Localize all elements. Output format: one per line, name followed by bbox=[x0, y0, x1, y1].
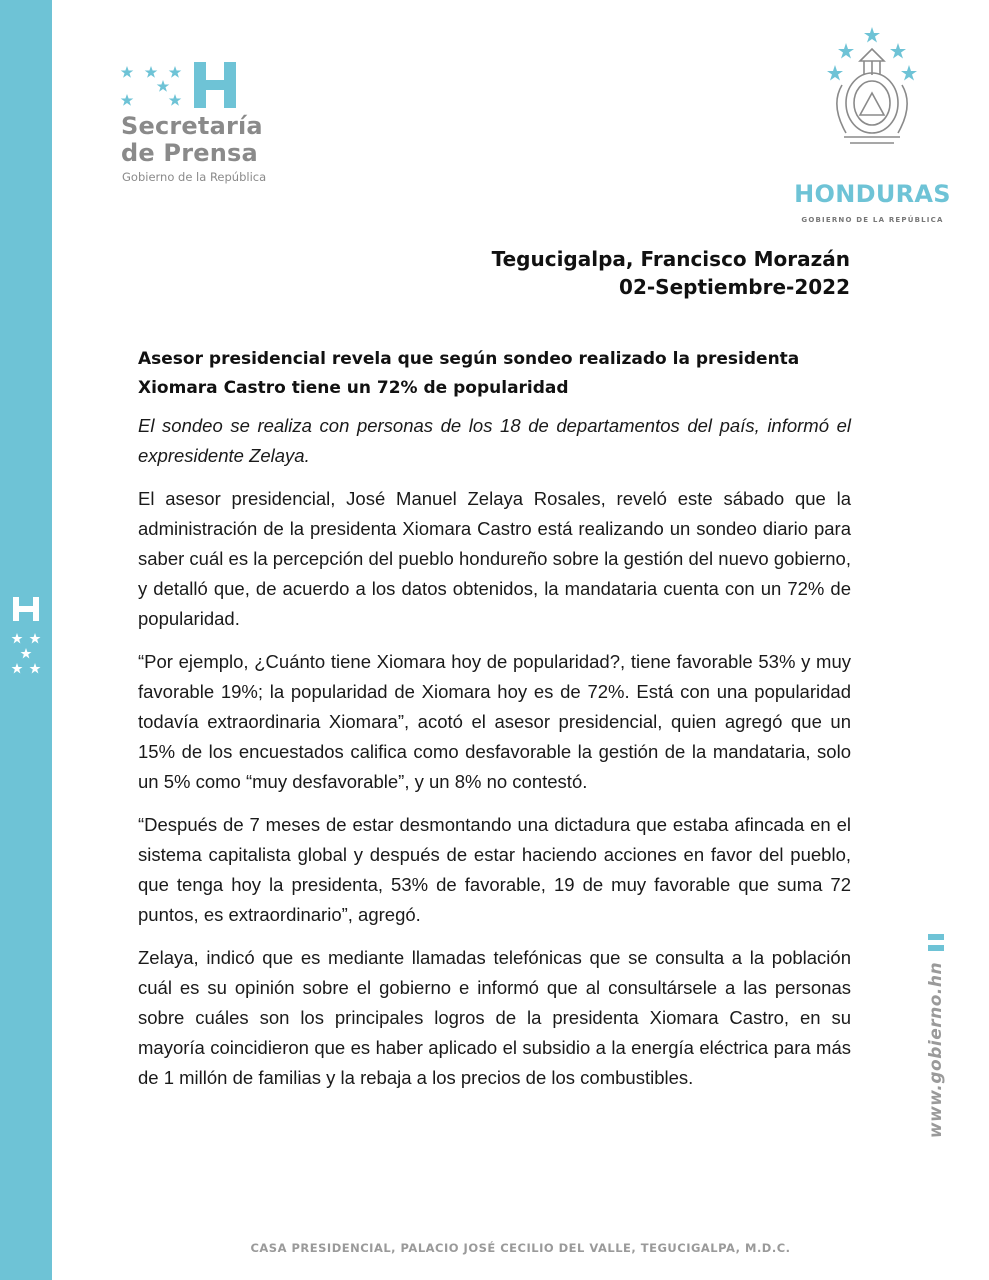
logo-title-line2: de Prensa bbox=[121, 139, 258, 167]
stars-icon bbox=[118, 64, 188, 114]
honduras-title: HONDURAS bbox=[794, 180, 951, 208]
article-paragraph: Zelaya, indicó que es mediante llamadas telefónicas que se consulta a la población cuál es su opinión sobre el gobierno e informó que al consultársele a las personas sobre cuáles son los principales logros de la presidenta Xiomara Castro, en su mayoría coincidieron que es haber aplicado el subsidio a la energía eléctrica para más de 1 millón de familias y la rebaja a los precios de los combustibles. bbox=[138, 947, 851, 1088]
article-lead: El sondeo se realiza con personas de los 18 de departamentos del país, informó el expresidente Zelaya. bbox=[138, 415, 851, 466]
article-paragraph: El asesor presidencial, José Manuel Zelaya Rosales, reveló este sábado que la administración de la presidenta Xiomara Castro está realizando un sondeo diario para saber cuál es la percepción del pueblo hondureño sobre la gestión del nuevo gobierno, y detalló que, de acuerdo a los datos obtenidos, la mandataria cuenta con un 72% de popularidad. bbox=[138, 488, 851, 629]
logo-title-line1: Secretaría bbox=[121, 112, 263, 140]
honduras-government-logo bbox=[780, 25, 965, 224]
dateline bbox=[492, 245, 850, 301]
coat-of-arms-icon bbox=[780, 25, 965, 155]
logo-subtitle: Gobierno de la República bbox=[122, 170, 267, 184]
location: Tegucigalpa, Francisco Morazán bbox=[491, 247, 850, 271]
sidebar-h-star-icon bbox=[8, 595, 44, 685]
secretaria-prensa-logo bbox=[118, 60, 318, 190]
website-vertical bbox=[916, 930, 956, 1139]
honduras-subtitle: GOBIERNO DE LA REPÚBLICA bbox=[801, 216, 944, 224]
article-paragraph: “Después de 7 meses de estar desmontando una dictadura que estaba afincada en el sistema capitalista global y después de estar haciendo acciones en favor del pueblo, que tenga hoy la presidenta, 53% de favorable, 19 de muy favorable que suma 72 puntos, es extraordinario”, agregó. bbox=[138, 814, 851, 925]
footer-address: CASA PRESIDENCIAL, PALACIO JOSÉ CECILIO DEL VALLE, TEGUCIGALPA, M.D.C. bbox=[250, 1241, 791, 1255]
article-paragraph: “Por ejemplo, ¿Cuánto tiene Xiomara hoy de popularidad?, tiene favorable 53% y muy favorable 19%; la popularidad de Xiomara hoy es de 72%. Está con una popularidad todavía extraordinaria Xiomara”, acotó el asesor presidencial, quien agregó que un 15% de los encuestados califica como desfavorable la gestión de la mandataria, solo un 5% como “muy desfavorable”, y un 8% no contestó. bbox=[138, 651, 851, 792]
article-body bbox=[138, 345, 851, 1106]
article-headline: Asesor presidencial revela que según sondeo realizado la presidenta Xiomara Castro tiene un 72% de popularidad bbox=[138, 349, 800, 398]
h-letter-icon bbox=[194, 62, 236, 108]
small-h-icon bbox=[928, 934, 944, 954]
website-text: www.gobierno.hn bbox=[926, 961, 946, 1139]
date: 02-Septiembre-2022 bbox=[619, 275, 850, 299]
left-color-bar bbox=[0, 0, 52, 1280]
